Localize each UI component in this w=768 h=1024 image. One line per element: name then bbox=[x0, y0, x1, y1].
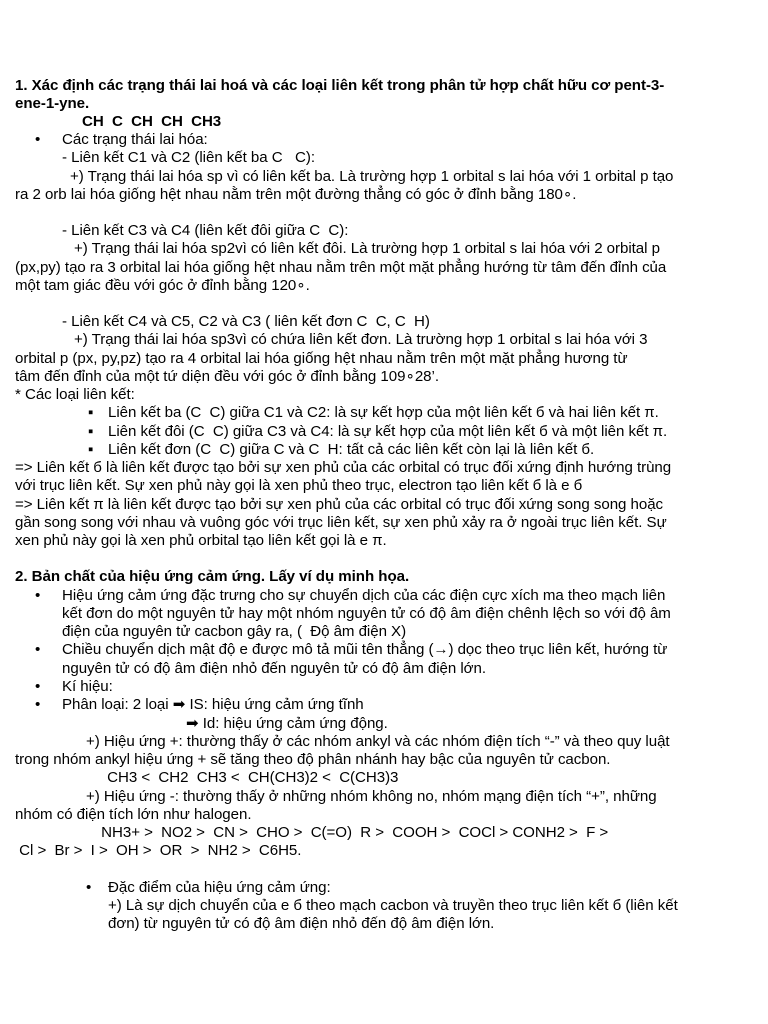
sp2-hybridization-text-2: (px,py) tạo ra 3 orbital lai hóa giống hệt nhau nằm trên một mặt phẳng hướng từ tâm đến đỉnh của bbox=[15, 259, 667, 276]
sp-hybridization-text-2: ra 2 orb lai hóa giống hệt nhau nằm trên một đường thẳng có góc ở đỉnh bằng 180∘. bbox=[15, 186, 577, 203]
sp3-hybridization-text-2: orbital p (px, py,pz) tạo ra 4 orbital lai hóa giống hệt nhau nằm trên một mặt phẳng hương từ bbox=[15, 350, 628, 367]
section-2-heading: 2. Bản chất của hiệu ứng cảm ứng. Lấy ví dụ minh họa. bbox=[15, 568, 410, 585]
positive-effect-text-2: trong nhóm ankyl hiệu ứng + sẽ tăng theo độ phân nhánh hay bậc của nguyên tử cacbon. bbox=[15, 751, 611, 768]
symbol-line: Kí hiệu: bbox=[62, 678, 117, 695]
bond-types-heading: * Các loại liên kết: bbox=[15, 386, 135, 403]
inductive-effect-definition-1: Hiệu ứng cảm ứng đặc trưng cho sự chuyển dịch của các điện cực xích ma theo mạch liên bbox=[62, 587, 666, 604]
characteristics-heading: Đặc điểm của hiệu ứng cảm ứng: bbox=[108, 879, 331, 896]
positive-effect-series: CH3 < CH2 CH3 < CH(CH3)2 < C(CH3)3 bbox=[103, 769, 399, 786]
pi-bond-explanation-3: xen phủ này gọi là xen phủ orbital tạo liên kết gọi là e π. bbox=[15, 532, 387, 549]
triple-bond-item: Liên kết ba (C C) giữa C1 và C2: là sự kết hợp của một liên kết б và hai liên kết π. bbox=[108, 404, 659, 421]
pi-bond-explanation-1: => Liên kết π là liên kết được tạo bởi sự xen phủ của các orbital có trục đối xứng song song hoặc bbox=[15, 496, 664, 513]
negative-effect-series-2: Cl > Br > I > OH > OR > NH2 > C6H5. bbox=[15, 842, 302, 859]
double-bond-item: Liên kết đôi (C C) giữa C3 và C4: là sự kết hợp của một liên kết б và một liên kết π. bbox=[108, 423, 668, 440]
sp-hybridization-text-1: +) Trạng thái lai hóa sp vì có liên kết ba. Là trường hợp 1 orbital s lai hóa với 1 orbital p tạo bbox=[70, 168, 674, 185]
positive-effect-text-1: +) Hiệu ứng +: thường thấy ở các nhóm ankyl và các nhóm điện tích “-” và theo quy luật bbox=[86, 733, 670, 750]
structural-formula: CH C CH CH CH3 bbox=[82, 113, 222, 130]
characteristics-text-2: đơn) từ nguyên tử có độ âm điện nhỏ đến độ âm điện lớn. bbox=[108, 915, 495, 932]
square-bullet-icon: ▪ bbox=[88, 404, 94, 421]
sigma-bond-explanation-2: với trục liên kết. Sự xen phủ này gọi là xen phủ theo trục, electron tạo liên kết б là e б bbox=[15, 477, 583, 494]
characteristics-text-1: +) Là sự dịch chuyển của e б theo mạch cacbon và truyền theo trục liên kết б (liên kết bbox=[108, 897, 678, 914]
square-bullet-icon: ▪ bbox=[88, 441, 94, 458]
c3-c4-bond-title: - Liên kết C3 và C4 (liên kết đôi giữa C C): bbox=[62, 222, 349, 239]
electron-shift-direction-2: nguyên tử có độ âm điện nhỏ đến nguyên tử có độ âm điện lớn. bbox=[62, 660, 487, 677]
bullet-icon: • bbox=[35, 678, 41, 695]
sp2-hybridization-text-3: một tam giác đều với góc ở đỉnh bằng 120∘. bbox=[15, 277, 310, 294]
pi-bond-explanation-2: gần song song với nhau và vuông góc với trục liên kết, sự xen phủ xảy ra ở ngoài trục liên kết. Sự bbox=[15, 514, 667, 531]
classification-line-2: ➡ Id: hiệu ứng cảm ứng động. bbox=[186, 715, 388, 732]
c1-c2-bond-title: - Liên kết C1 và C2 (liên kết ba C C): bbox=[62, 149, 316, 166]
hybridization-heading: Các trạng thái lai hóa: bbox=[62, 131, 208, 148]
sp3-hybridization-text-3: tâm đến đỉnh của một tứ diện đều với góc ở đỉnh bằng 109∘28’. bbox=[15, 368, 439, 385]
inductive-effect-definition-3: điện của nguyên tử cacbon gây ra, ( Độ âm điện X) bbox=[62, 623, 407, 640]
single-bond-title: - Liên kết C4 và C5, C2 và C3 ( liên kết đơn C C, C H) bbox=[62, 313, 430, 330]
sigma-bond-explanation-1: => Liên kết б là liên kết được tạo bởi sự xen phủ của các orbital có trục đối xứng định hướng trùng bbox=[15, 459, 672, 476]
section-1-heading-line-1: 1. Xác định các trạng thái lai hoá và các loại liên kết trong phân tử hợp chất hữu cơ pent-3- bbox=[15, 77, 665, 94]
bullet-icon: • bbox=[86, 879, 92, 896]
classification-line-1: Phân loại: 2 loại ➡ IS: hiệu ứng cảm ứng tĩnh bbox=[62, 696, 364, 713]
negative-effect-series-1: NH3+ > NO2 > CN > CHO > C(=O) R > COOH > COCl > CONH2 > F > bbox=[97, 824, 609, 841]
square-bullet-icon: ▪ bbox=[88, 423, 94, 440]
bullet-icon: • bbox=[35, 641, 41, 658]
section-1-heading-line-2: ene-1-yne. bbox=[15, 95, 90, 112]
bullet-icon: • bbox=[35, 131, 41, 148]
electron-shift-direction-1: Chiều chuyển dịch mật độ e được mô tả mũi tên thẳng (→) dọc theo trục liên kết, hướng từ bbox=[62, 641, 668, 658]
sp3-hybridization-text-1: +) Trạng thái lai hóa sp3vì có chứa liên kết đơn. Là trường hợp 1 orbital s lai hóa với 3 bbox=[74, 331, 648, 348]
negative-effect-text-2: nhóm có điện tích lớn như halogen. bbox=[15, 806, 252, 823]
bullet-icon: • bbox=[35, 587, 41, 604]
single-bond-item: Liên kết đơn (C C) giữa C và C H: tất cả các liên kết còn lại là liên kết б. bbox=[108, 441, 595, 458]
sp2-hybridization-text-1: +) Trạng thái lai hóa sp2vì có liên kết đôi. Là trường hợp 1 orbital s lai hóa với 2 orbital p bbox=[74, 240, 660, 257]
negative-effect-text-1: +) Hiệu ứng -: thường thấy ở những nhóm không no, nhóm mạng điện tích “+”, những bbox=[86, 788, 657, 805]
bullet-icon: • bbox=[35, 696, 41, 713]
inductive-effect-definition-2: kết đơn do một nguyên tử hay một nhóm nguyên tử có độ âm điện chênh lệch so với độ âm bbox=[62, 605, 671, 622]
